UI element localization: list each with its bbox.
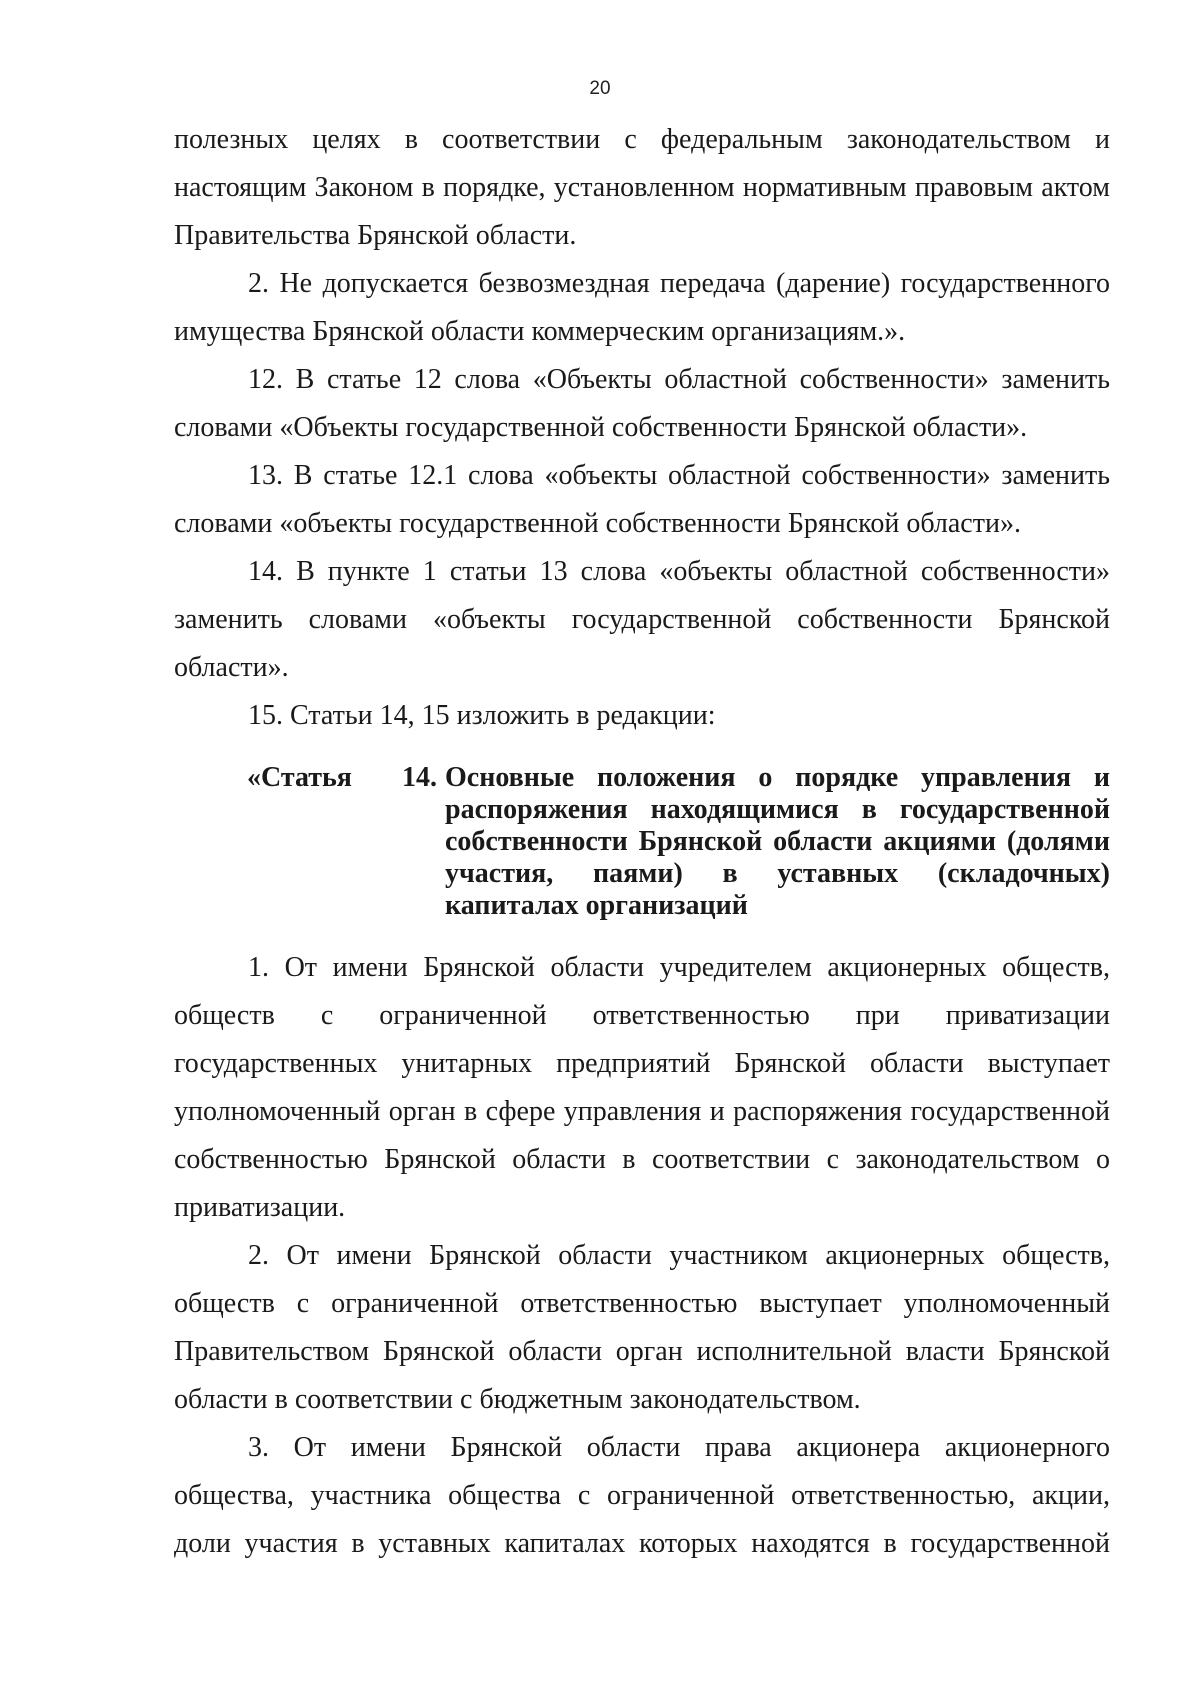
paragraph-continuation: полезных целях в соответствии с федеральным законодательством и настоящим Законом в порядке, установленном нормативным правовым актом Правительства Брянской области. bbox=[174, 124, 1110, 251]
body-block-lower bbox=[174, 944, 1110, 1568]
paragraph-article-item-3: 3. От имени Брянской области права акционера акционерного общества, участника общества с ограниченной ответственностью, акции, доли участия в уставных капиталах которых находятся в государственной bbox=[174, 1432, 1110, 1559]
paragraph-item-2: 2. Не допускается безвозмездная передача (дарение) государственного имущества Брянской области коммерческим организациям.». bbox=[174, 268, 1110, 347]
page-number: 20 bbox=[589, 78, 611, 99]
body-block-upper bbox=[174, 116, 1110, 740]
article-title: Основные положения о порядке управления и распоряжения находящимися в государственной собственности Брянской области акциями (долями участия, паями) в уставных (складочных) капиталах организаций bbox=[445, 762, 1110, 921]
paragraph-item-13: 13. В статье 12.1 слова «объекты областной собственности» заменить словами «объекты государственной собственности Брянской области». bbox=[174, 460, 1110, 539]
article-number: 14. bbox=[402, 762, 437, 793]
paragraph-article-item-2: 2. От имени Брянской области участником акционерных обществ, обществ с ограниченной ответственностью выступает уполномоченный Правительством Брянской области орган исполнительной власти Брянской области в соответствии с бюджетным законодательством. bbox=[174, 1240, 1110, 1415]
article-label: «Статья bbox=[247, 762, 352, 793]
paragraph-article-item-1: 1. От имени Брянской области учредителем акционерных обществ, обществ с ограниченной ответственностью при приватизации государственных унитарных предприятий Брянской области выступает уполномоченный орган в сфере управления и распоряжения государственной собственностью Брянской области в соответствии с законодательством о приватизации. bbox=[174, 952, 1110, 1223]
article-heading bbox=[247, 762, 1110, 922]
paragraph-item-15: 15. Статьи 14, 15 изложить в редакции: bbox=[248, 700, 716, 731]
article-heading-lead bbox=[247, 762, 445, 922]
paragraph-item-12: 12. В статье 12 слова «Объекты областной собственности» заменить словами «Объекты государственной собственности Брянской области». bbox=[174, 364, 1110, 443]
paragraph-item-14: 14. В пункте 1 статьи 13 слова «объекты областной собственности» заменить словами «объекты государственной собственности Брянской области». bbox=[174, 556, 1110, 683]
